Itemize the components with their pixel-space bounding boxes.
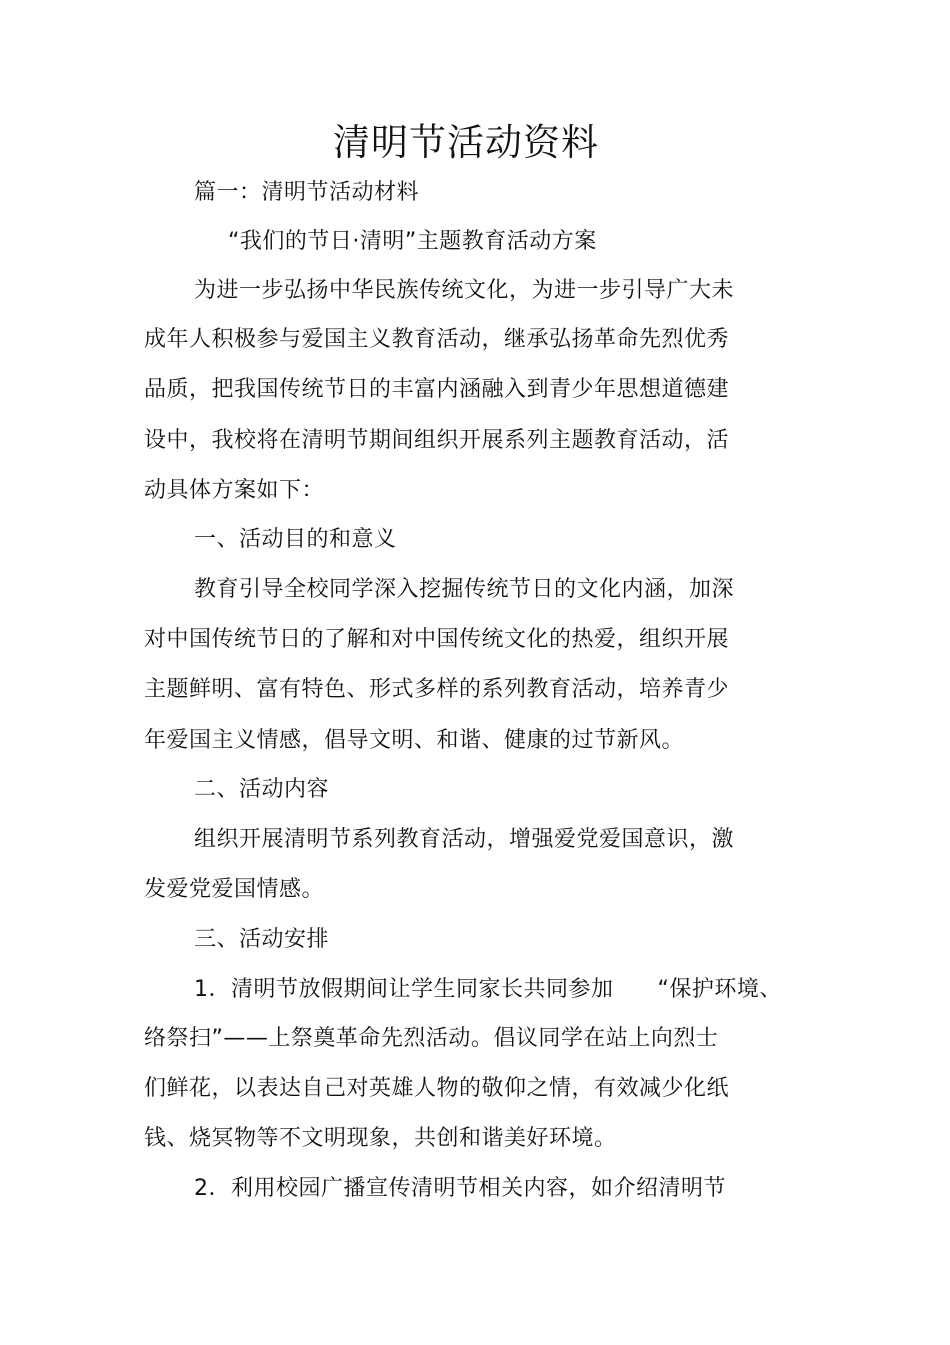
item2-first-line: 2．利用校园广播宣传清明节相关内容，如介绍清明节 <box>194 1176 726 1201</box>
heading-arrangement: 三、活动安排 <box>194 927 330 952</box>
document-title: 清明节活动资料 <box>333 121 599 164</box>
intro-line: 品质，把我国传统节日的丰富内涵融入到青少年思想道德建 <box>144 377 730 402</box>
intro-line: 成年人积极参与爱国主义教育活动，继承弘扬革命先烈优秀 <box>144 327 730 352</box>
purpose-line: 教育引导全校同学深入挖掘传统节日的文化内涵，加深 <box>194 577 735 602</box>
heading-content: 二、活动内容 <box>194 777 330 802</box>
item1-first-line <box>194 973 782 1007</box>
purpose-line: 对中国传统节日的了解和对中国传统文化的热爱，组织开展 <box>144 627 730 652</box>
intro-line: 动具体方案如下： <box>144 478 325 503</box>
purpose-line: 年爱国主义情感，倡导文明、和谐、健康的过节新风。 <box>144 728 685 753</box>
section-label: 篇一：清明节活动材料 <box>194 180 420 205</box>
content-line: 发爱党爱国情感。 <box>144 877 325 902</box>
item1-line: 们鲜花，以表达自己对英雄人物的敬仰之情，有效减少化纸 <box>144 1076 730 1101</box>
purpose-line: 主题鲜明、富有特色、形式多样的系列教育活动，培养青少 <box>144 677 730 702</box>
intro-line: 为进一步弘扬中华民族传统文化，为进一步引导广大未 <box>194 278 735 303</box>
item1-quote-text: “保护环境、 <box>657 977 782 1002</box>
item1-first-text: 1．清明节放假期间让学生同家长共同参加 <box>194 977 614 1002</box>
plan-title: “我们的节日·清明”主题教育活动方案 <box>228 229 597 254</box>
item1-line: 钱、烧冥物等不文明现象，共创和谐美好环境。 <box>144 1126 617 1151</box>
content-line: 组织开展清明节系列教育活动，增强爱党爱国意识，激 <box>194 827 735 852</box>
heading-purpose: 一、活动目的和意义 <box>194 527 397 552</box>
intro-line: 设中，我校将在清明节期间组织开展系列主题教育活动，活 <box>144 428 730 453</box>
item1-line: 络祭扫”——上祭奠革命先烈活动。倡议同学在站上向烈士 <box>144 1026 719 1051</box>
